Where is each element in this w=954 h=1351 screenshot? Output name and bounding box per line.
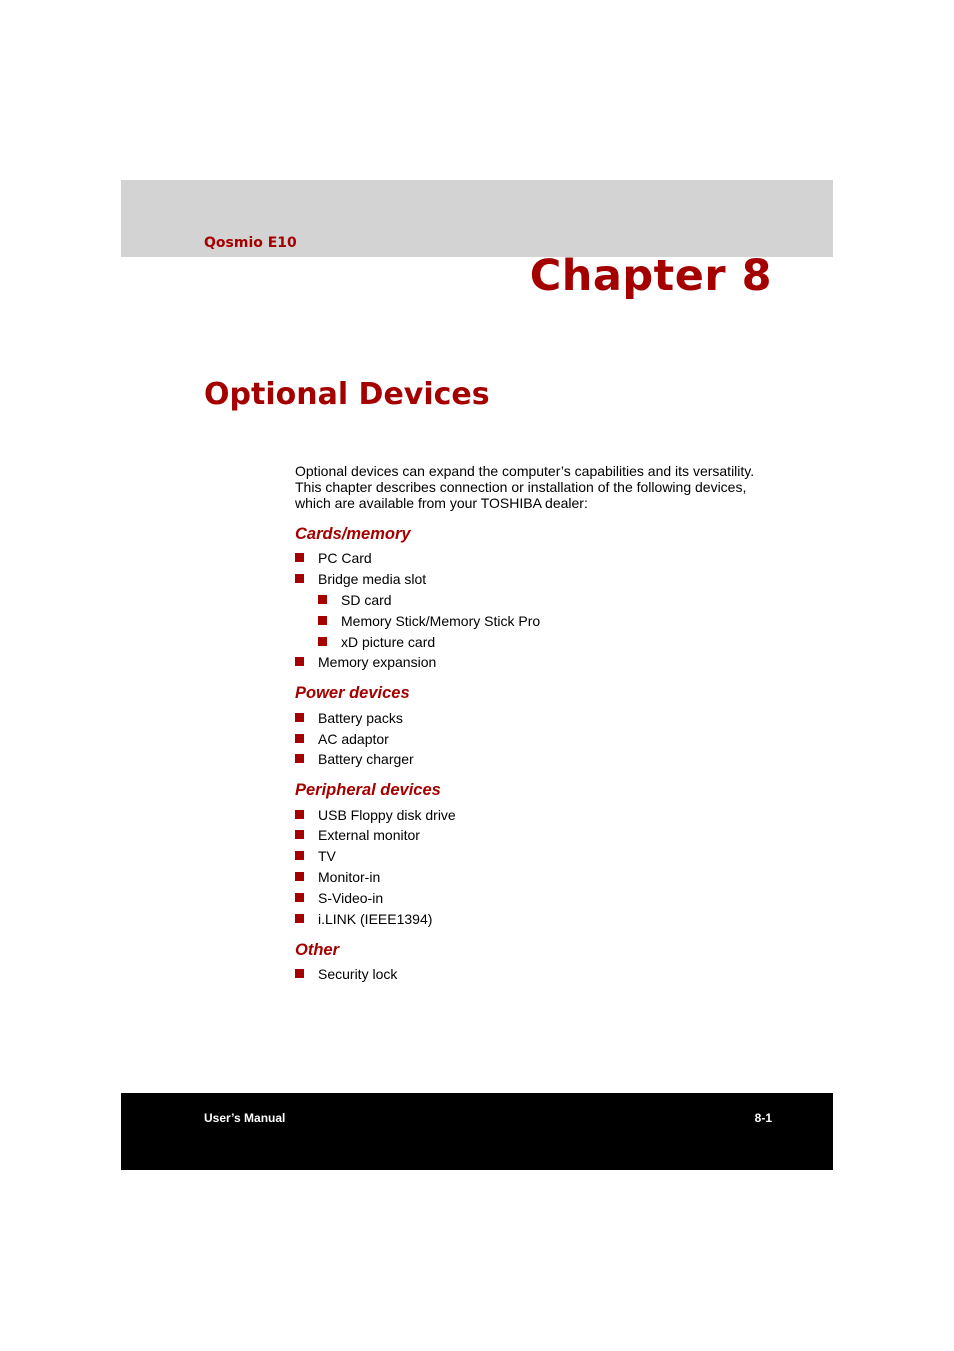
list-item-label: SD card [341,592,392,608]
list-item-label: Battery packs [318,710,403,726]
bullet-icon [295,754,304,763]
bullet-icon [318,595,327,604]
list-item-label: S-Video-in [318,890,384,906]
intro-paragraph [295,463,795,511]
list-item-label: Security lock [318,966,398,982]
list-item-label: PC Card [318,550,372,566]
bullet-icon [295,893,304,902]
list-item-label: TV [318,848,336,864]
list-item-label: Battery charger [318,751,414,767]
footer-manual-title: User’s Manual [204,1111,286,1125]
bullet-icon [295,830,304,839]
bullet-icon [295,851,304,860]
list-item-label: Memory expansion [318,654,437,670]
heading-cards-memory: Cards/memory [295,525,411,543]
chapter-title: Chapter 8 [529,251,772,301]
bullet-icon [295,969,304,978]
bullet-icon [295,914,304,923]
list-item-label: Bridge media slot [318,571,427,587]
bullet-icon [318,616,327,625]
list-item-label: USB Floppy disk drive [318,807,456,823]
list-item-label: AC adaptor [318,731,389,747]
heading-other: Other [295,941,340,959]
bullet-icon [295,553,304,562]
list-item-label: Memory Stick/Memory Stick Pro [341,613,541,629]
footer-band [121,1093,833,1170]
bullet-icon [295,657,304,666]
bullet-icon [295,810,304,819]
intro-line: Optional devices can expand the computer’s capabilities and its versatility. [295,463,755,479]
product-name: Qosmio E10 [204,235,297,251]
bullet-icon [318,637,327,646]
list-item-label: External monitor [318,827,420,843]
heading-peripheral-devices: Peripheral devices [295,781,441,799]
intro-line: which are available from your TOSHIBA dealer: [295,495,588,511]
list-item-label: i.LINK (IEEE1394) [318,911,433,927]
section-title: Optional Devices [204,377,490,412]
bullet-icon [295,734,304,743]
heading-power-devices: Power devices [295,684,410,702]
bullet-icon [295,872,304,881]
list-item-label: xD picture card [341,634,436,650]
bullet-icon [295,574,304,583]
intro-line: This chapter describes connection or installation of the following devices, [295,479,747,495]
bullet-icon [295,713,304,722]
list-item-label: Monitor-in [318,869,381,885]
footer-page-number: 8-1 [754,1111,772,1125]
